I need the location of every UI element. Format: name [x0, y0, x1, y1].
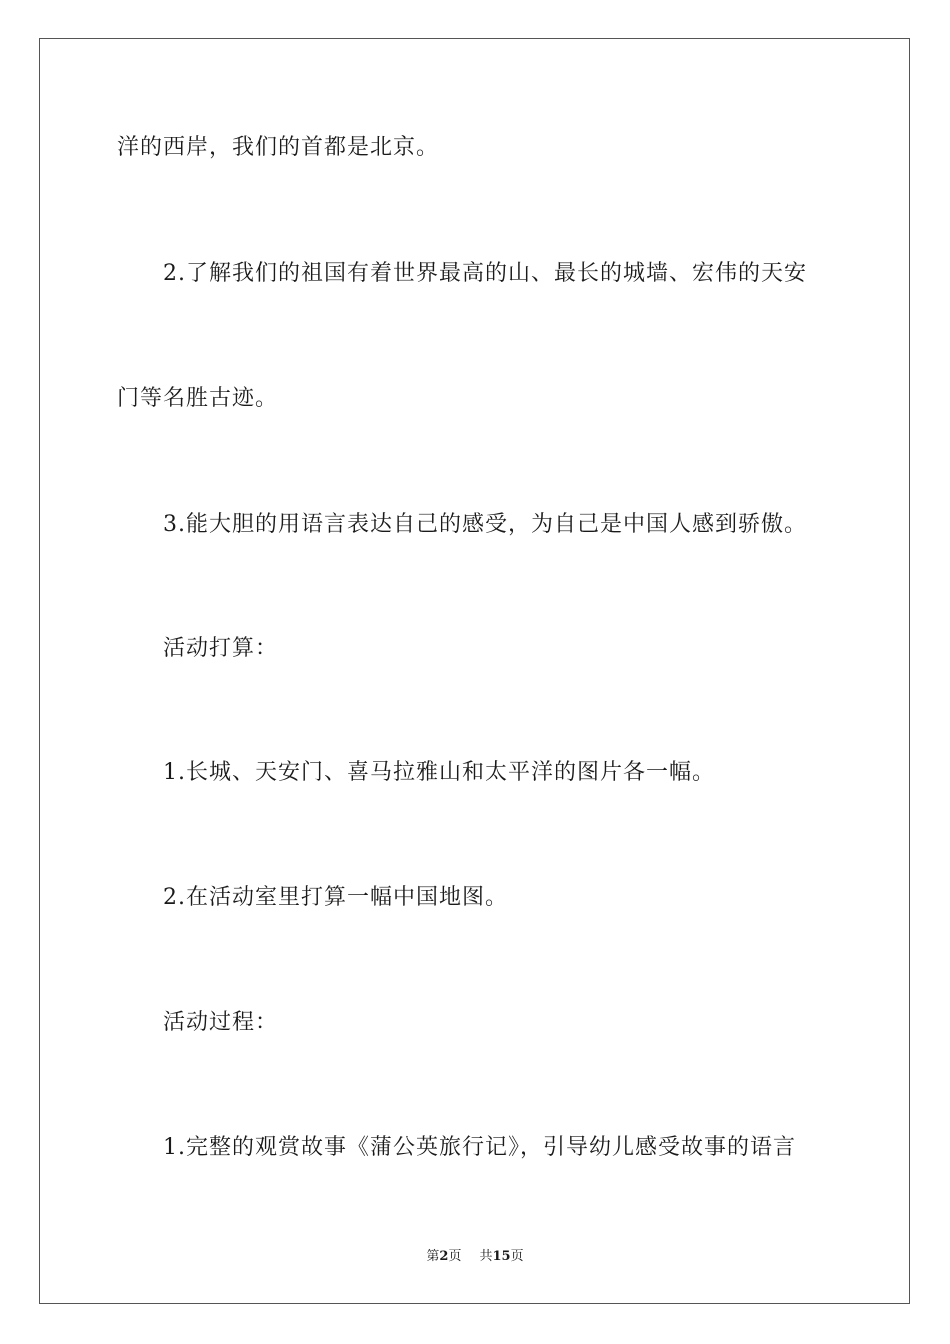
footer-page-number: 2	[439, 1249, 449, 1264]
section-heading-preparation: 活动打算：	[163, 636, 279, 661]
page-footer	[0, 1248, 950, 1266]
list-item-preparation-2: 2.在活动室里打算一幅中国地图。	[163, 885, 508, 910]
paragraph-line-2: 2.了解我们的祖国有着世界最高的山、最长的城墙、宏伟的天安	[163, 261, 807, 286]
list-item-process-1: 1.完整的观赏故事《蒲公英旅行记》，引导幼儿感受故事的语言	[163, 1135, 796, 1160]
paragraph-line-1: 洋的西岸，我们的首都是北京。	[117, 135, 440, 160]
paragraph-line-4: 3.能大胆的用语言表达自己的感受，为自己是中国人感到骄傲。	[163, 512, 807, 537]
footer-page-prefix: 第	[426, 1249, 440, 1264]
footer-page-suffix: 页	[448, 1249, 462, 1264]
list-item-preparation-1: 1.长城、天安门、喜马拉雅山和太平洋的图片各一幅。	[163, 760, 715, 785]
paragraph-line-3: 门等名胜古迹。	[117, 386, 279, 411]
footer-total-number: 15	[492, 1249, 511, 1264]
section-heading-process: 活动过程：	[163, 1010, 279, 1035]
footer-total-prefix: 共	[479, 1249, 493, 1264]
footer-total-suffix: 页	[510, 1249, 524, 1264]
page-frame	[39, 38, 910, 1304]
